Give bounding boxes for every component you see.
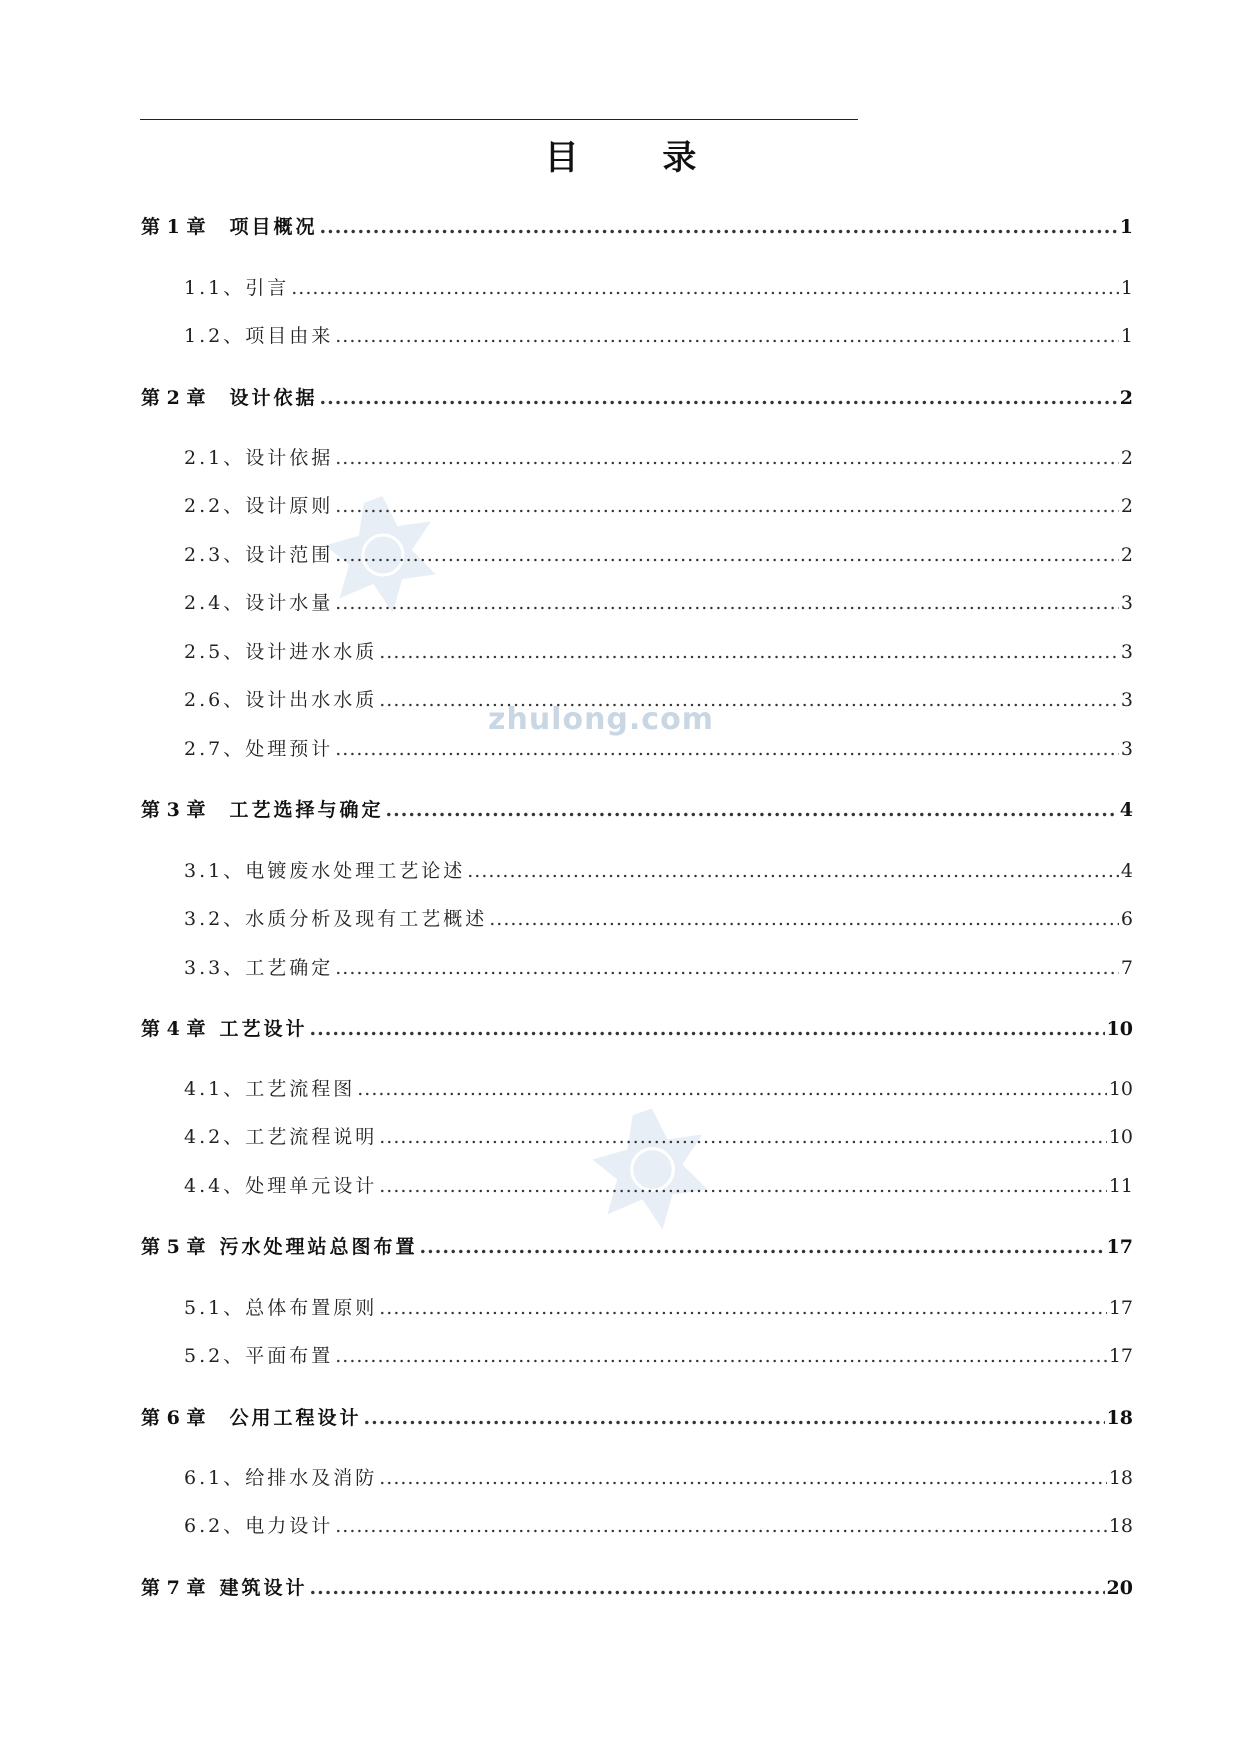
toc-page-number: 18 — [1108, 1515, 1133, 1537]
toc-leader — [335, 495, 1119, 517]
toc-section-title: 设计进水水质 — [245, 641, 378, 663]
toc-leader — [379, 1297, 1107, 1319]
toc-section-2-7[interactable] — [184, 734, 1133, 761]
toc-page-number: 3 — [1120, 689, 1133, 711]
toc-section-title: 电镀废水处理工艺论述 — [245, 860, 466, 882]
toc-chapter-number: 第 3 章 — [141, 799, 206, 821]
toc-section-number: 3.2、 — [184, 908, 246, 930]
toc-section-number: 2.3、 — [184, 544, 246, 566]
toc-section-number: 4.4、 — [184, 1175, 246, 1197]
toc-leader — [385, 799, 1117, 821]
toc-page-number: 7 — [1120, 957, 1133, 979]
toc-leader — [335, 1515, 1107, 1537]
toc-section-title: 工艺流程图 — [245, 1078, 356, 1100]
toc-page-number: 18 — [1106, 1407, 1133, 1429]
toc-leader — [319, 387, 1117, 409]
toc-leader — [379, 1126, 1107, 1148]
toc-section-number: 5.1、 — [184, 1297, 246, 1319]
toc-section-number: 2.7、 — [184, 738, 246, 760]
toc-section-number: 2.4、 — [184, 592, 246, 614]
toc-section-title: 水质分析及现有工艺概述 — [245, 908, 488, 930]
toc-leader — [335, 447, 1119, 469]
header-rule — [140, 119, 858, 120]
toc-section-6-2[interactable] — [184, 1511, 1133, 1538]
toc-chapter-6[interactable] — [141, 1403, 1133, 1430]
toc-section-title: 工艺流程说明 — [245, 1126, 378, 1148]
toc-chapter-7[interactable] — [141, 1573, 1133, 1600]
toc-page-number: 2 — [1120, 495, 1133, 517]
toc-section-number: 6.2、 — [184, 1515, 246, 1537]
toc-section-number: 3.1、 — [184, 860, 246, 882]
toc-page-number: 11 — [1108, 1175, 1133, 1197]
toc-section-number: 2.5、 — [184, 641, 246, 663]
toc-section-number: 4.1、 — [184, 1078, 246, 1100]
toc-leader — [467, 860, 1119, 882]
toc-section-2-6[interactable] — [184, 685, 1133, 712]
toc-section-6-1[interactable] — [184, 1463, 1133, 1490]
toc-section-5-1[interactable] — [184, 1293, 1133, 1320]
toc-page-number: 20 — [1106, 1577, 1133, 1599]
toc-page-number: 3 — [1120, 641, 1133, 663]
toc-section-2-3[interactable] — [184, 540, 1133, 567]
toc-leader — [335, 738, 1119, 760]
toc-page-number: 17 — [1108, 1345, 1133, 1367]
toc-section-title: 设计依据 — [245, 447, 334, 469]
toc-chapter-number: 第 2 章 — [141, 387, 206, 409]
toc-page-number: 17 — [1108, 1297, 1133, 1319]
toc-section-title: 给排水及消防 — [245, 1467, 378, 1489]
toc-section-number: 5.2、 — [184, 1345, 246, 1367]
toc-section-title: 总体布置原则 — [245, 1297, 378, 1319]
toc-section-number: 1.1、 — [184, 277, 246, 299]
toc-leader — [335, 592, 1119, 614]
toc-page-number: 2 — [1120, 447, 1133, 469]
toc-section-number: 2.2、 — [184, 495, 246, 517]
toc-section-1-1[interactable] — [184, 273, 1133, 300]
toc-section-5-2[interactable] — [184, 1341, 1133, 1368]
toc-chapter-title: 工艺选择与确定 — [229, 799, 384, 821]
toc-leader — [335, 544, 1119, 566]
toc-page-number: 10 — [1106, 1018, 1133, 1040]
page-title: 目 录 — [544, 138, 733, 178]
toc-leader — [379, 1175, 1107, 1197]
toc-leader — [309, 1577, 1104, 1599]
toc-leader — [319, 216, 1117, 238]
toc-section-title: 平面布置 — [245, 1345, 334, 1367]
toc-section-title: 项目由来 — [245, 325, 334, 347]
toc-page-number: 2 — [1120, 544, 1133, 566]
toc-section-number: 2.6、 — [184, 689, 246, 711]
toc-leader — [335, 325, 1119, 347]
toc-section-title: 电力设计 — [245, 1515, 334, 1537]
toc-chapter-number: 第 5 章 — [141, 1236, 206, 1258]
toc-chapter-title: 建筑设计 — [219, 1577, 308, 1599]
toc-leader — [291, 277, 1119, 299]
toc-page-number: 3 — [1120, 592, 1133, 614]
toc-page-number: 18 — [1108, 1467, 1133, 1489]
toc-section-number: 6.1、 — [184, 1467, 246, 1489]
toc-page-number: 1 — [1120, 325, 1133, 347]
toc-page-number: 17 — [1106, 1236, 1133, 1258]
toc-section-3-2[interactable] — [184, 904, 1133, 931]
toc-leader — [335, 957, 1119, 979]
toc-section-4-1[interactable] — [184, 1074, 1133, 1101]
toc-chapter-number: 第 6 章 — [141, 1407, 206, 1429]
toc-leader — [379, 641, 1119, 663]
toc-section-3-1[interactable] — [184, 856, 1133, 883]
toc-chapter-number: 第 4 章 — [141, 1018, 206, 1040]
toc-page-number: 4 — [1120, 860, 1133, 882]
toc-chapter-3[interactable] — [141, 795, 1133, 822]
toc-section-number: 4.2、 — [184, 1126, 246, 1148]
toc-leader — [335, 1345, 1107, 1367]
toc-section-title: 设计范围 — [245, 544, 334, 566]
toc-chapter-title: 项目概况 — [229, 216, 318, 238]
toc-leader — [489, 908, 1119, 930]
toc-section-number: 1.2、 — [184, 325, 246, 347]
toc-page-number: 4 — [1119, 799, 1133, 821]
toc-page-number: 6 — [1120, 908, 1133, 930]
toc-section-1-2[interactable] — [184, 321, 1133, 348]
toc-section-2-2[interactable] — [184, 491, 1133, 518]
toc-chapter-1[interactable] — [141, 212, 1133, 239]
toc-chapter-2[interactable] — [141, 383, 1133, 410]
toc-section-number: 2.1、 — [184, 447, 246, 469]
toc-chapter-title: 工艺设计 — [219, 1018, 308, 1040]
toc-chapter-number: 第 1 章 — [141, 216, 206, 238]
toc-page-number: 1 — [1120, 277, 1133, 299]
toc-chapter-number: 第 7 章 — [141, 1577, 206, 1599]
toc-leader — [379, 689, 1119, 711]
toc-page-number: 2 — [1119, 387, 1133, 409]
toc-section-title: 处理单元设计 — [245, 1175, 378, 1197]
toc-section-4-2[interactable] — [184, 1122, 1133, 1149]
toc-page-number: 10 — [1108, 1126, 1133, 1148]
toc-leader — [419, 1236, 1104, 1258]
toc-section-title: 设计出水水质 — [245, 689, 378, 711]
toc-section-title: 处理预计 — [245, 738, 334, 760]
toc-chapter-title: 污水处理站总图布置 — [219, 1236, 418, 1258]
toc-section-2-4[interactable] — [184, 588, 1133, 615]
watermark-text: zhulong.com — [488, 702, 714, 737]
toc-page-number: 10 — [1108, 1078, 1133, 1100]
toc-section-title: 工艺确定 — [245, 957, 334, 979]
toc-section-2-1[interactable] — [184, 443, 1133, 470]
toc-chapter-5[interactable] — [141, 1232, 1133, 1259]
toc-section-3-3[interactable] — [184, 953, 1133, 980]
toc-section-4-4[interactable] — [184, 1171, 1133, 1198]
toc-section-2-5[interactable] — [184, 637, 1133, 664]
toc-leader — [363, 1407, 1104, 1429]
toc-page-number: 1 — [1119, 216, 1133, 238]
toc-chapter-title: 公用工程设计 — [229, 1407, 362, 1429]
toc-section-number: 3.3、 — [184, 957, 246, 979]
toc-section-title: 引言 — [245, 277, 290, 299]
toc-leader — [379, 1467, 1107, 1489]
toc-chapter-title: 设计依据 — [229, 387, 318, 409]
toc-section-title: 设计水量 — [245, 592, 334, 614]
toc-section-title: 设计原则 — [245, 495, 334, 517]
toc-chapter-4[interactable] — [141, 1014, 1133, 1041]
toc-page-number: 3 — [1120, 738, 1133, 760]
toc-leader — [309, 1018, 1104, 1040]
toc-leader — [357, 1078, 1107, 1100]
